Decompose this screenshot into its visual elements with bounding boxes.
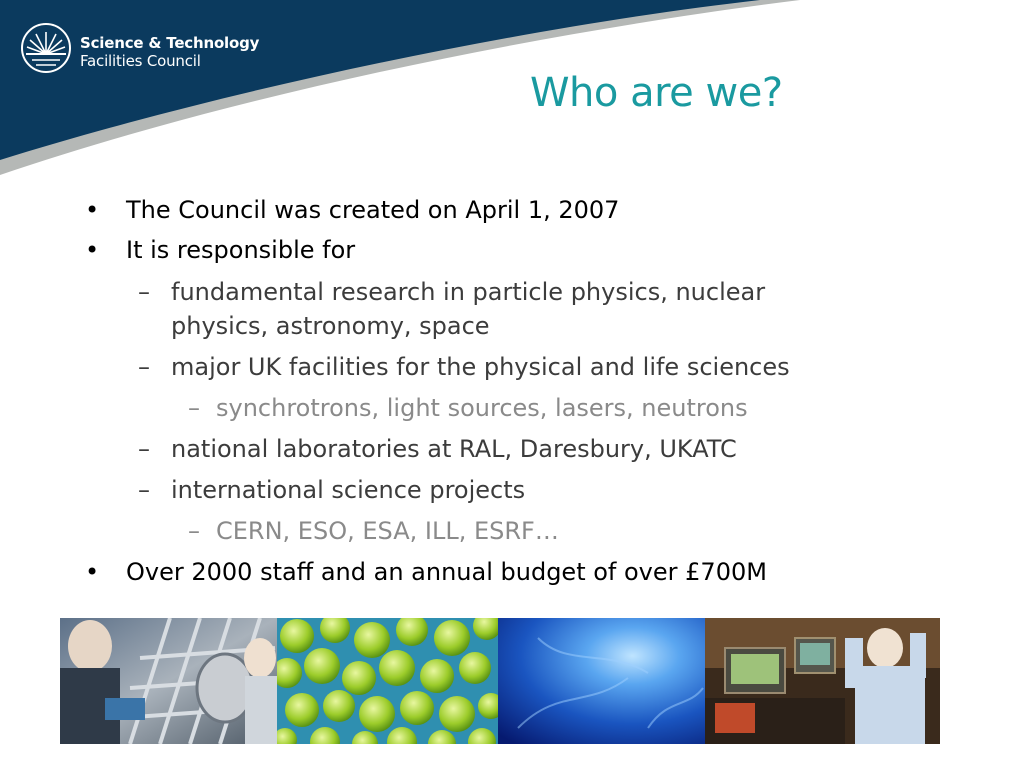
- sub-bullet-text: physics, astronomy, space: [171, 312, 490, 340]
- sub-sub-bullet-text: synchrotrons, light sources, lasers, neutrons: [216, 394, 748, 422]
- lab-photo: [705, 618, 940, 744]
- sub-sub-bullet-marker: –: [188, 394, 200, 422]
- sunburst-icon: [20, 22, 72, 74]
- cells-photo: [277, 618, 498, 744]
- sun-photo: [498, 618, 705, 744]
- logo-subtitle: Facilities Council: [80, 52, 201, 70]
- sub-bullet-text: international science projects: [171, 476, 526, 504]
- sub-sub-bullet-marker: –: [188, 517, 200, 545]
- bullet-text: It is responsible for: [126, 236, 356, 264]
- bullet-marker: •: [85, 196, 100, 224]
- sub-bullet-text: fundamental research in particle physics, nuclear: [171, 278, 766, 306]
- sub-bullet-marker: –: [138, 476, 150, 504]
- bullet-text: The Council was created on April 1, 2007: [126, 196, 620, 224]
- logo-title: Science & Technology: [80, 34, 260, 52]
- sub-bullet-marker: –: [138, 353, 150, 381]
- slide-title: Who are we?: [530, 70, 783, 116]
- bullet-marker: •: [85, 236, 100, 264]
- sub-sub-bullet-text: CERN, ESO, ESA, ILL, ESRF…: [216, 517, 559, 545]
- image-strip: [60, 618, 940, 744]
- sub-bullet-marker: –: [138, 278, 150, 306]
- bullet-text: Over 2000 staff and an annual budget of over £700M: [126, 558, 767, 586]
- sub-bullet-text: major UK facilities for the physical and life sciences: [171, 353, 790, 381]
- bullet-marker: •: [85, 558, 100, 586]
- stfc-logo: [20, 22, 260, 78]
- sub-bullet-text: national laboratories at RAL, Daresbury, UKATC: [171, 435, 737, 463]
- sub-bullet-marker: –: [138, 435, 150, 463]
- engineers-photo: [60, 618, 277, 744]
